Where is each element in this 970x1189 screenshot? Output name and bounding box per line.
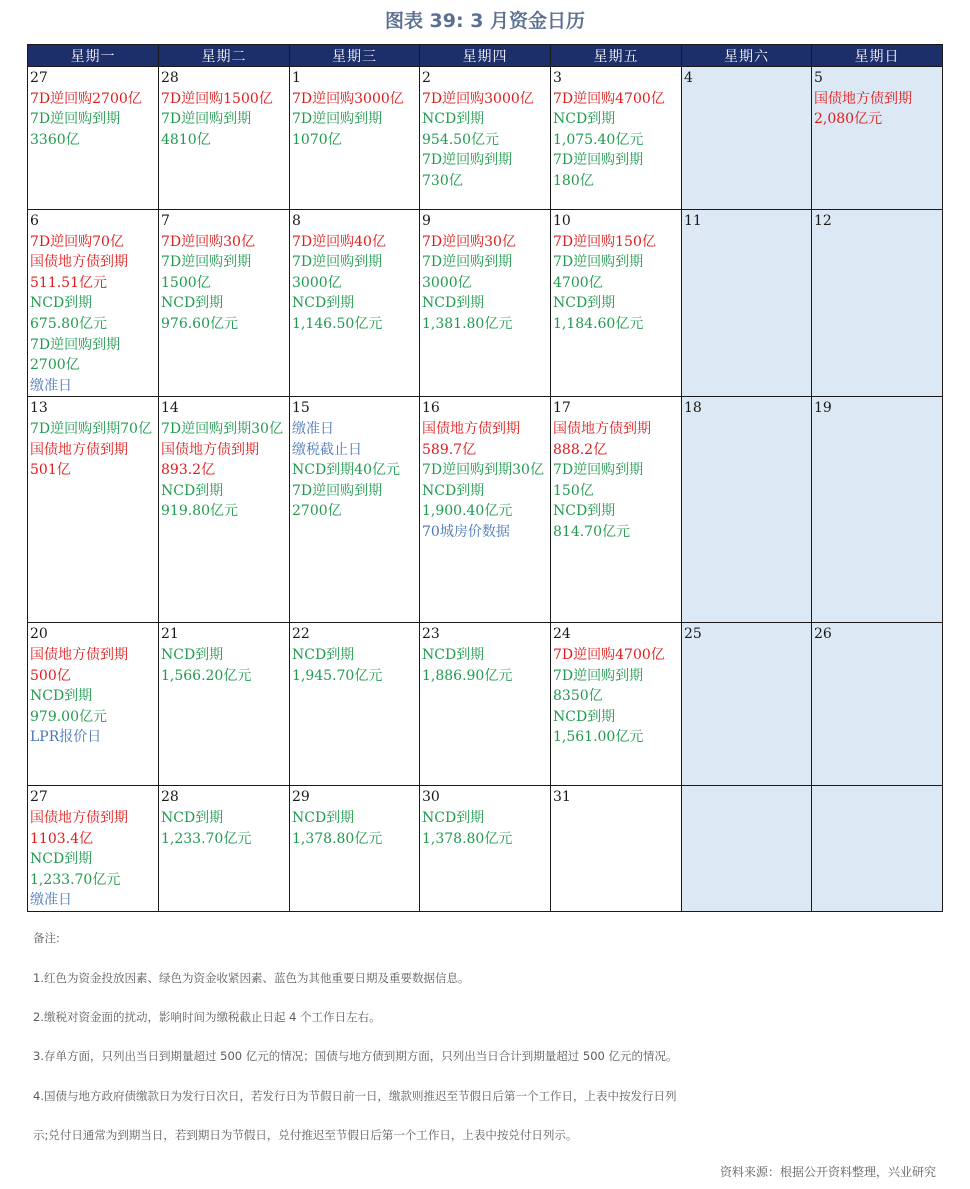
calendar-entry: 7D逆回购30亿	[161, 233, 255, 250]
day-number: 25	[684, 626, 702, 643]
calendar-entry: 7D逆回购到期	[553, 462, 644, 479]
day-number: 15	[292, 400, 310, 417]
day-number: 28	[161, 70, 179, 86]
day-cell	[290, 623, 420, 786]
calendar-entry: 7D逆回购到期	[30, 336, 121, 353]
calendar-entry: 4700亿	[553, 274, 603, 291]
day-number: 29	[292, 789, 310, 806]
day-number: 16	[422, 400, 440, 417]
calendar-entry: NCD到期	[422, 482, 485, 499]
calendar-entry: LPR报价日	[30, 729, 102, 746]
calendar-entry: 缴准日	[30, 892, 72, 909]
day-number: 18	[684, 400, 702, 417]
calendar-entry: NCD到期	[161, 482, 224, 499]
day-cell	[159, 623, 290, 786]
calendar-entry: NCD到期	[422, 111, 485, 128]
day-cell	[290, 210, 420, 397]
calendar-entry: 1,945.70亿元	[292, 667, 383, 684]
day-number: 2	[422, 70, 431, 86]
day-cell	[551, 67, 682, 210]
day-number: 27	[30, 789, 48, 806]
day-number: 22	[292, 626, 310, 643]
weekday-header: 星期六	[682, 45, 812, 67]
week-row	[28, 397, 943, 623]
page-title: 图表 39: 3 月资金日历	[384, 10, 586, 32]
day-number: 19	[814, 400, 832, 417]
calendar-entry: 1103.4亿	[30, 830, 93, 847]
day-number: 27	[30, 70, 48, 86]
calendar-entry: NCD到期	[422, 646, 485, 663]
calendar-entry: NCD到期	[161, 295, 224, 312]
day-number: 10	[553, 213, 571, 229]
calendar-entry: NCD到期	[292, 809, 355, 826]
calendar-entry: 511.51亿元	[30, 274, 107, 291]
note-item: 2.缴税对资金面的扰动，影响时间为缴税截止日起 4 个工作日左右。	[33, 1010, 381, 1024]
day-cell	[159, 397, 290, 623]
day-number: 7	[161, 213, 170, 229]
calendar-entry: 国债地方债到期	[30, 646, 128, 663]
day-cell	[290, 67, 420, 210]
calendar-entry: 7D逆回购到期	[161, 254, 252, 271]
calendar-entry: 缴税截止日	[292, 441, 362, 458]
day-cell	[28, 786, 159, 912]
source-note: 资料来源：根据公开资料整理，兴业研究	[719, 1165, 936, 1179]
calendar-entry: 589.7亿	[422, 441, 477, 458]
calendar-entry: 国债地方债到期	[553, 420, 651, 437]
calendar-entry: 8350亿	[553, 688, 603, 705]
calendar-entry: 国债地方债到期	[30, 809, 128, 826]
calendar-entry: 7D逆回购1500亿	[161, 90, 273, 107]
day-cell	[682, 623, 812, 786]
day-cell	[159, 786, 290, 912]
day-number: 14	[161, 400, 179, 417]
calendar-entry: NCD到期	[161, 809, 224, 826]
calendar-entry: 7D逆回购到期	[422, 152, 513, 169]
day-cell	[551, 786, 682, 912]
day-cell	[420, 786, 551, 912]
day-cell	[420, 67, 551, 210]
calendar-entry: NCD到期	[30, 295, 93, 312]
day-number: 9	[422, 213, 431, 229]
weekday-header: 星期五	[551, 45, 682, 67]
day-cell	[812, 623, 943, 786]
day-cell	[812, 397, 943, 623]
day-cell	[812, 67, 943, 210]
calendar-entry: 7D逆回购到期	[30, 111, 121, 128]
day-number: 4	[684, 70, 693, 86]
day-number: 11	[684, 213, 702, 229]
day-cell	[812, 786, 943, 912]
calendar-entry: 1,566.20亿元	[161, 667, 252, 684]
day-number: 8	[292, 213, 301, 229]
calendar-entry: 180亿	[553, 172, 594, 189]
calendar-entry: 国债地方债到期	[30, 254, 128, 271]
calendar-entry: 3360亿	[30, 131, 80, 148]
calendar-entry: 70城房价数据	[422, 523, 510, 540]
calendar-entry: NCD到期	[422, 295, 485, 312]
calendar-entry: 500亿	[30, 667, 71, 684]
note-item: 1.红色为资金投放因素、绿色为资金收紧因素、蓝色为其他重要日期及重要数据信息。	[33, 971, 470, 985]
day-number: 12	[814, 213, 832, 229]
day-number: 17	[553, 400, 571, 417]
calendar-entry: 919.80亿元	[161, 503, 238, 520]
calendar-entry: 1,233.70亿元	[30, 871, 121, 888]
calendar-body	[28, 67, 943, 912]
day-cell	[28, 210, 159, 397]
calendar-entry: NCD到期40亿元	[292, 462, 401, 479]
calendar-entry: 976.60亿元	[161, 315, 238, 332]
day-cell	[28, 623, 159, 786]
calendar-entry: 888.2亿	[553, 441, 608, 458]
calendar-entry: 7D逆回购2700亿	[30, 90, 142, 107]
day-number: 31	[553, 789, 571, 806]
calendar-entry: 2,080亿元	[814, 111, 883, 128]
calendar-entry: 国债地方债到期	[30, 441, 128, 458]
calendar-entry: 7D逆回购到期	[553, 254, 644, 271]
calendar-entry: 国债地方债到期	[422, 420, 520, 437]
weekday-header: 星期三	[290, 45, 420, 67]
calendar-entry: 7D逆回购150亿	[553, 233, 656, 250]
calendar-entry: 1,378.80亿元	[422, 830, 513, 847]
calendar-entry: 7D逆回购3000亿	[292, 90, 404, 107]
day-number: 30	[422, 789, 440, 806]
calendar-entry: 7D逆回购到期	[422, 254, 513, 271]
calendar-entry: 730亿	[422, 172, 463, 189]
calendar-entry: 缴准日	[30, 377, 72, 394]
day-cell	[28, 397, 159, 623]
day-number: 20	[30, 626, 48, 643]
calendar-entry: 7D逆回购3000亿	[422, 90, 534, 107]
day-cell	[159, 67, 290, 210]
calendar-entry: 1500亿	[161, 274, 211, 291]
calendar-entry: 7D逆回购到期30亿	[422, 462, 544, 479]
day-cell	[420, 210, 551, 397]
calendar-entry: 7D逆回购到期	[292, 111, 383, 128]
calendar-entry: NCD到期	[292, 295, 355, 312]
calendar-entry: NCD到期	[553, 708, 616, 725]
calendar-entry: NCD到期	[161, 646, 224, 663]
calendar-entry: 7D逆回购70亿	[30, 233, 124, 250]
week-row	[28, 67, 943, 210]
calendar-entry: NCD到期	[553, 111, 616, 128]
weekday-header: 星期一	[28, 45, 159, 67]
weekday-header-row	[28, 45, 943, 67]
note-item: 4.国债与地方政府债缴款日为发行日次日，若发行日为节假日前一日，缴款则推迟至节假日后第一个工作日，上表中按发行日列	[33, 1089, 677, 1103]
day-number: 23	[422, 626, 440, 643]
calendar-entry: NCD到期	[30, 851, 93, 868]
note-item: 3.存单方面，只列出当日到期量超过 500 亿元的情况；国债与地方债到期方面，只列出当日合计到期量超过 500 亿元的情况。	[33, 1049, 678, 1063]
calendar-entry: 3000亿	[422, 274, 472, 291]
calendar-entry: NCD到期	[553, 295, 616, 312]
notes-heading: 备注:	[33, 931, 60, 945]
calendar-entry: 814.70亿元	[553, 523, 630, 540]
calendar-entry: NCD到期	[292, 646, 355, 663]
calendar-entry: 7D逆回购到期	[292, 482, 383, 499]
week-row	[28, 786, 943, 912]
day-cell	[551, 397, 682, 623]
calendar-entry: 4810亿	[161, 131, 211, 148]
day-number: 5	[814, 70, 823, 86]
calendar-entry: 1,561.00亿元	[553, 729, 644, 746]
day-cell	[551, 623, 682, 786]
calendar-entry: 2700亿	[30, 357, 80, 374]
calendar-entry: 1,075.40亿元	[553, 131, 644, 148]
calendar-entry: 1,381.80亿元	[422, 315, 513, 332]
day-number: 6	[30, 213, 39, 229]
weekday-header: 星期二	[159, 45, 290, 67]
calendar-entry: NCD到期	[422, 809, 485, 826]
calendar-entry: NCD到期	[553, 503, 616, 520]
calendar-entry: 7D逆回购4700亿	[553, 646, 665, 663]
calendar-entry: 7D逆回购到期	[161, 111, 252, 128]
day-number: 21	[161, 626, 179, 643]
calendar-entry: 501亿	[30, 462, 71, 479]
day-number: 24	[553, 626, 571, 643]
calendar-entry: 1,886.90亿元	[422, 667, 513, 684]
day-cell	[28, 67, 159, 210]
day-number: 28	[161, 789, 179, 806]
calendar-entry: NCD到期	[30, 688, 93, 705]
calendar-entry: 1,233.70亿元	[161, 830, 252, 847]
calendar-entry: 2700亿	[292, 503, 342, 520]
day-cell	[551, 210, 682, 397]
calendar-entry: 1070亿	[292, 131, 342, 148]
day-cell	[682, 397, 812, 623]
calendar-entry: 675.80亿元	[30, 315, 107, 332]
day-cell	[159, 210, 290, 397]
calendar-entry: 1,184.60亿元	[553, 315, 644, 332]
calendar-entry: 1,378.80亿元	[292, 830, 383, 847]
calendar-entry: 7D逆回购到期	[292, 254, 383, 271]
weekday-header: 星期日	[812, 45, 943, 67]
day-number: 1	[292, 70, 301, 86]
calendar-entry: 979.00亿元	[30, 708, 107, 725]
calendar-entry: 1,900.40亿元	[422, 503, 513, 520]
calendar-entry: 7D逆回购到期70亿	[30, 420, 152, 437]
calendar-entry: 893.2亿	[161, 462, 216, 479]
calendar-entry: 954.50亿元	[422, 131, 499, 148]
calendar-entry: 缴准日	[292, 420, 334, 437]
calendar-entry: 1,146.50亿元	[292, 315, 383, 332]
day-cell	[420, 623, 551, 786]
day-cell	[682, 67, 812, 210]
calendar-entry: 150亿	[553, 482, 594, 499]
calendar-entry: 国债地方债到期	[161, 441, 259, 458]
day-cell	[812, 210, 943, 397]
day-number: 13	[30, 400, 48, 417]
calendar-entry: 国债地方债到期	[814, 90, 912, 107]
day-cell	[290, 786, 420, 912]
calendar-entry: 7D逆回购40亿	[292, 233, 386, 250]
calendar-table	[27, 44, 943, 912]
day-cell	[290, 397, 420, 623]
day-cell	[420, 397, 551, 623]
calendar-entry: 7D逆回购到期	[553, 152, 644, 169]
day-number: 26	[814, 626, 832, 643]
day-number: 3	[553, 70, 562, 86]
calendar-entry: 3000亿	[292, 274, 342, 291]
week-row	[28, 623, 943, 786]
calendar-entry: 7D逆回购30亿	[422, 233, 516, 250]
weekday-header: 星期四	[420, 45, 551, 67]
day-cell	[682, 210, 812, 397]
week-row	[28, 210, 943, 397]
calendar-entry: 7D逆回购4700亿	[553, 90, 665, 107]
calendar-entry: 7D逆回购到期	[553, 667, 644, 684]
day-cell	[682, 786, 812, 912]
calendar-entry: 7D逆回购到期30亿	[161, 420, 283, 437]
note-item: 示;兑付日通常为到期当日，若到期日为节假日，兑付推迟至节假日后第一个工作日，上表中按兑付日列示。	[33, 1128, 578, 1142]
